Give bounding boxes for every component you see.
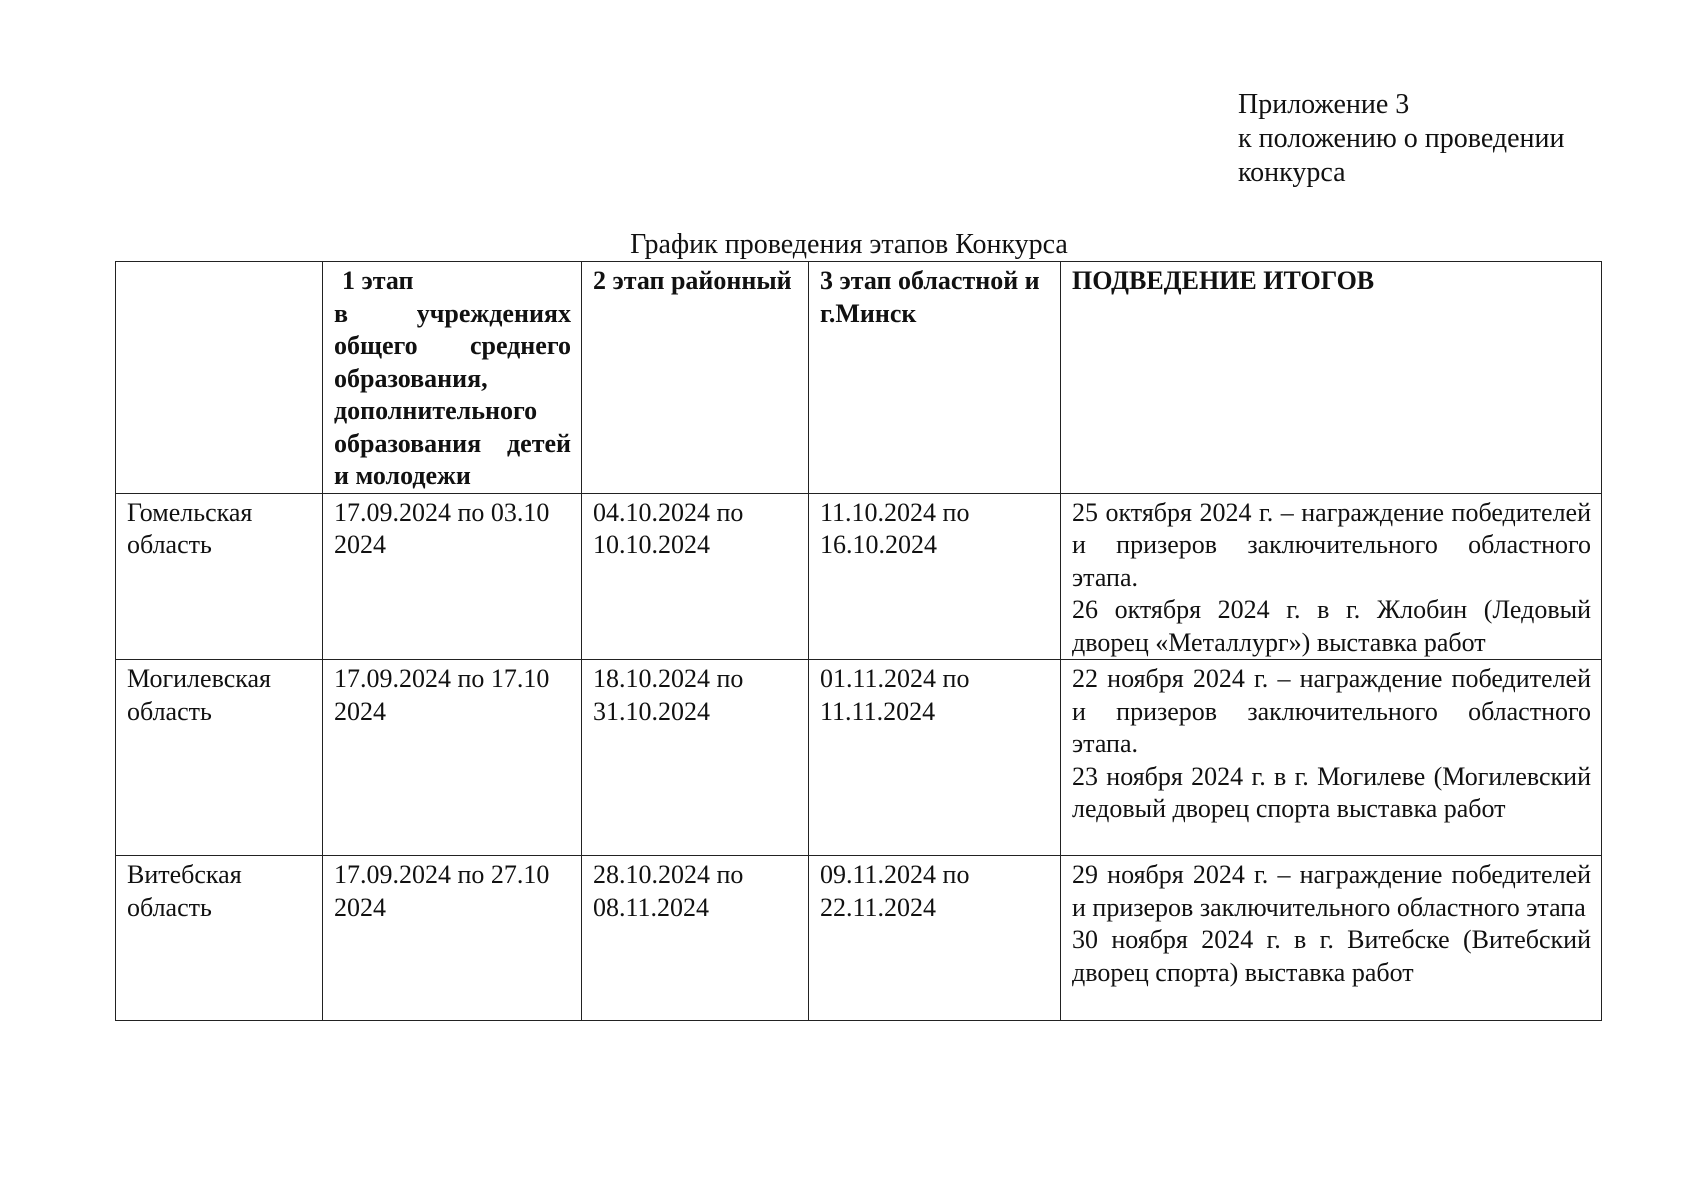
stage-3-cell: 01.11.2024 по 11.11.2024 [809, 660, 1061, 856]
results-award: 22 ноября 2024 г. – награждение победителей и призеров заключительного областного этапа. [1072, 664, 1591, 758]
results-exhibit: 26 октября 2024 г. в г. Жлобин (Ледовый дворец «Металлург») выставка работ [1072, 595, 1591, 657]
region-cell: Витебская область [116, 856, 323, 1021]
header-stage-1-desc: в учреждениях общего среднего образования, дополнительного образования детей и молодежи [334, 298, 571, 490]
header-stage-1 [323, 262, 582, 494]
table-row [116, 856, 1602, 1021]
header-results: ПОДВЕДЕНИЕ ИТОГОВ [1061, 262, 1602, 494]
header-stage-1-title: 1 этап [342, 266, 414, 295]
stage-1-cell: 17.09.2024 по 03.10 2024 [323, 493, 582, 660]
stage-2-cell: 28.10.2024 по 08.11.2024 [582, 856, 809, 1021]
appendix-line-3: конкурса [1238, 157, 1346, 188]
table-row [116, 660, 1602, 856]
stage-1-cell: 17.09.2024 по 17.10 2024 [323, 660, 582, 856]
appendix-note [1238, 88, 1565, 190]
results-cell [1061, 856, 1602, 1021]
stage-3-cell: 09.11.2024 по 22.11.2024 [809, 856, 1061, 1021]
stage-2-cell: 18.10.2024 по 31.10.2024 [582, 660, 809, 856]
header-stage-3: 3 этап областной и г.Минск [809, 262, 1061, 494]
results-exhibit: 23 ноября 2024 г. в г. Могилеве (Могилевский ледовый дворец спорта выставка работ [1072, 761, 1591, 823]
results-award: 29 ноября 2024 г. – награждение победителей и призеров заключительного областного этапа [1072, 860, 1591, 922]
results-cell [1061, 660, 1602, 856]
document-title: График проведения этапов Конкурса [630, 229, 1068, 260]
stage-2-cell: 04.10.2024 по 10.10.2024 [582, 493, 809, 660]
appendix-line-1: Приложение 3 [1238, 89, 1410, 120]
stage-3-cell: 11.10.2024 по 16.10.2024 [809, 493, 1061, 660]
results-cell [1061, 493, 1602, 660]
stage-1-cell: 17.09.2024 по 27.10 2024 [323, 856, 582, 1021]
appendix-line-2: к положению о проведении [1238, 123, 1565, 154]
results-exhibit: 30 ноября 2024 г. в г. Витебске (Витебский дворец спорта) выставка работ [1072, 925, 1591, 987]
results-award: 25 октября 2024 г. – награждение победителей и призеров заключительного областного этапа. [1072, 497, 1591, 592]
schedule-table [115, 261, 1602, 1021]
table-header-row [116, 262, 1602, 494]
region-cell: Могилевская область [116, 660, 323, 856]
region-cell: Гомельская область [116, 493, 323, 660]
header-stage-2: 2 этап районный [582, 262, 809, 494]
header-region [116, 262, 323, 494]
table-row [116, 493, 1602, 660]
